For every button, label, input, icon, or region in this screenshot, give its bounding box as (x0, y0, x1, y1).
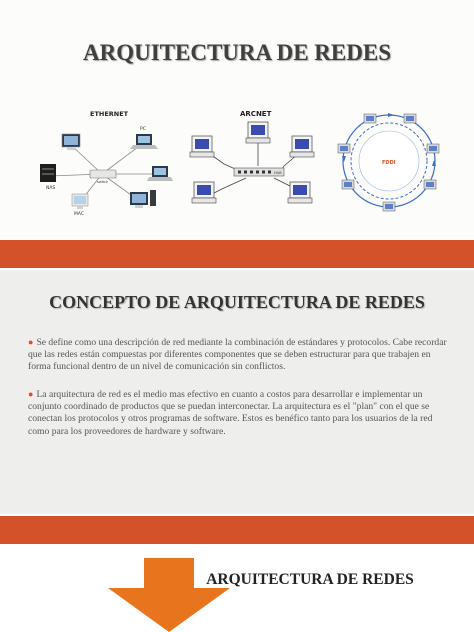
desktop-icon (130, 190, 156, 208)
computer-icon (288, 182, 312, 203)
mac-label: MAC (74, 212, 85, 217)
ethernet-diagram (32, 104, 174, 218)
orange-divider (0, 240, 474, 268)
bullet-icon: ● (28, 389, 34, 399)
switch-label: switch (97, 180, 109, 184)
station-icon (404, 114, 416, 123)
hub-label: HUB (274, 171, 282, 175)
laptop-icon (130, 126, 158, 149)
station-icon (424, 180, 436, 189)
arcnet-diagram (184, 104, 322, 214)
station-icon (342, 180, 354, 189)
bullet-paragraph (28, 336, 452, 374)
desktop-icon (62, 134, 80, 150)
fddi-label: FDDI (382, 160, 396, 166)
fddi-diagram (334, 104, 444, 218)
switch-icon (90, 170, 116, 184)
pc-label: PC (140, 127, 146, 132)
computer-icon (192, 182, 216, 203)
computer-icon (290, 136, 314, 157)
arcnet-label: ARCNET (240, 110, 272, 118)
nas-label: NAS (46, 186, 56, 191)
computer-icon (246, 122, 270, 143)
station-icon (338, 144, 350, 153)
station-icon (427, 144, 439, 153)
paragraph-text: Se define como una descripción de red mediante la combinación de estándares y protocolos. Cabe recordar que las redes están compuestas por diferentes componentes que se deben estructurar para que trabajen en forma funcional dentro de un nivel de comunicación sin conflictos. (28, 337, 447, 373)
nas-icon (40, 164, 56, 191)
paragraph-text: La arquitectura de red es el medio mas efectivo en cuanto a costos para desarrollar e implementar un conjunto coordinado de productos que se puedan interconectar. La arquitectura es el "plan" con el que se conectan los protocolos y otros programas de software. Estos es benéfico tanto para los usuarios de la red como para los proveedores de hardware y software. (28, 389, 433, 437)
mac-icon (72, 194, 88, 217)
ethernet-label: ETHERNET (90, 110, 129, 118)
slide-title: ARQUITECTURA DE REDES (82, 40, 391, 65)
slide-title: CONCEPTO DE ARQUITECTURA DE REDES (49, 292, 425, 312)
orange-divider (0, 516, 474, 544)
station-icon (383, 202, 395, 211)
section-title: ARQUITECTURA DE REDES (206, 571, 414, 588)
laptop-icon (147, 166, 173, 181)
station-icon (364, 114, 376, 123)
bullet-icon: ● (28, 337, 34, 347)
computer-icon (190, 136, 214, 157)
hub-icon (234, 168, 284, 176)
slide-architecture-section (0, 546, 474, 632)
bullet-paragraph (28, 388, 452, 438)
slide-architecture-title (0, 0, 474, 238)
slide-concept (0, 270, 474, 514)
